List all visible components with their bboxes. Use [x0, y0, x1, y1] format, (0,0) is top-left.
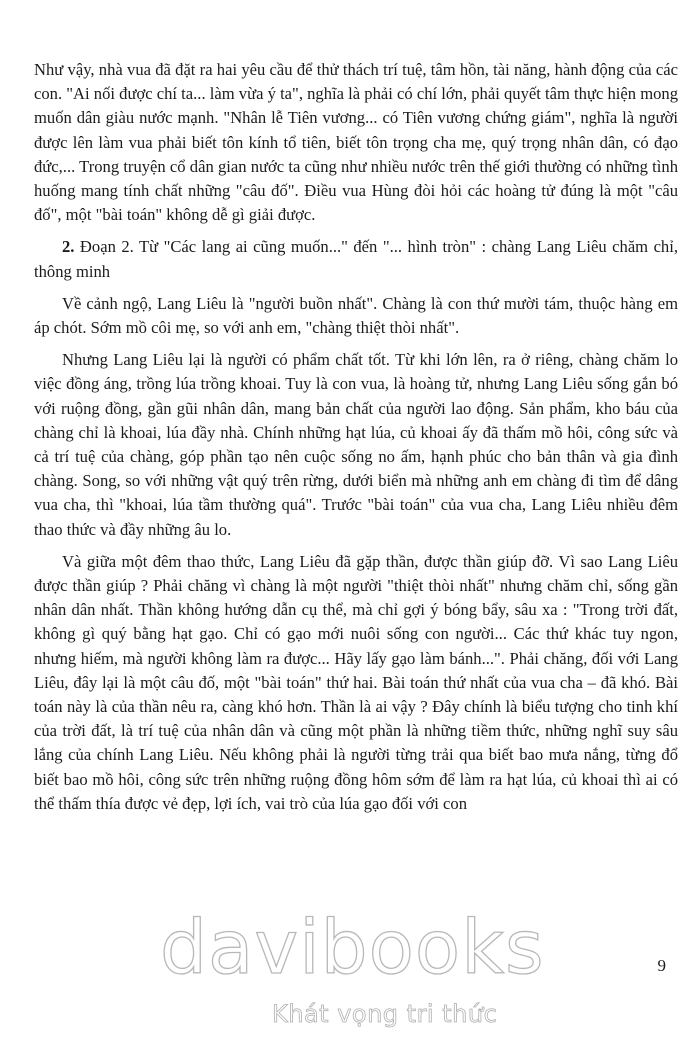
paragraph-3: Về cảnh ngộ, Lang Liêu là "người buồn nhất". Chàng là con thứ mười tám, thuộc hàng em áp chót. Sớm mồ côi mẹ, so với anh em, "chàng thiệt thòi nhất". — [34, 293, 678, 338]
paragraph-4: Nhưng Lang Liêu lại là người có phẩm chất tốt. Từ khi lớn lên, ra ở riêng, chàng chăm lo việc đồng áng, trồng lúa trồng khoai. Tuy là con vua, là hoàng tử, nhưng Lang Liêu sống gắn bó với ruộng đồng, gần gũi nhân dân, mang bản chất của người lao động. Sản phẩm, kho báu của chàng chỉ là khoai, lúa đầy nhà. Chính những hạt lúa, củ khoai ấy đã thấm mồ hôi, công sức và cả trí tuệ của chàng, góp phần tạo nên cuộc sống no ấm, hạnh phúc cho bản thân và gia đình chàng. Song, so với những vật quý trên rừng, dưới biển mà những anh em chàng đi tìm để dâng vua cha, thì "khoai, lúa tầm thường quá". Trước "bài toán" của vua cha, Lang Liêu nhiều đêm thao thức và đầy những âu lo. — [34, 350, 678, 539]
paragraph-1: Như vậy, nhà vua đã đặt ra hai yêu cầu để thử thách trí tuệ, tâm hồn, tài năng, hành động của các con. "Ai nối được chí ta... làm vừa ý ta", nghĩa là phải có chí lớn, phải quyết tâm thực hiện mong muốn dân giàu nước mạnh. "Nhân lễ Tiên vương... có Tiên vương chứng giám", nghĩa là người được lên làm vua phải biết tôn kính tổ tiên, biết tôn trọng cha mẹ, quý trọng nhân dân, có đạo đức,... Trong truyện cổ dân gian nước ta cũng như nhiều nước trên thế giới thường có những tình huống mang tính chất những "câu đố". Điều vua Hùng đòi hỏi các hoàng tử đúng là một "câu đố", một "bài toán" không dễ gì giải được. — [34, 60, 678, 225]
section-heading-text: Đoạn 2. Từ "Các lang ai cũng muốn..." đến "... hình tròn" : chàng Lang Liêu chăm chỉ, thông minh — [34, 237, 678, 281]
watermark-brand: davibooks — [160, 905, 545, 991]
page-number: 9 — [657, 956, 666, 975]
paragraph-5: Và giữa một đêm thao thức, Lang Liêu đã gặp thần, được thần giúp đỡ. Vì sao Lang Liêu được thần giúp ? Phải chăng vì chàng là một người "thiệt thòi nhất" nhưng chăm chỉ, sống gần nhân dân nhất. Thần không hướng dẫn cụ thể, mà chỉ gợi ý bóng bẩy, sâu xa : "Trong trời đất, không gì quý bằng hạt gạo. Chỉ có gạo mới nuôi sống con người... Các thứ khác tuy ngon, nhưng hiếm, mà người không làm ra được... Hãy lấy gạo làm bánh...". Phải chăng, đối với Lang Liêu, đây lại là một câu đố, một "bài toán" thứ hai. Bài toán thứ nhất của vua cha – đã khó. Bài toán này là của thần nêu ra, càng khó hơn. Thần là ai vậy ? Đây chính là biểu tượng cho tinh khí của trời đất, là trí tuệ của nhân dân và cũng một phần là những tiềm thức, những nghĩ suy sâu lắng của chính Lang Liêu. Nếu không phải là người từng trải qua biết bao mưa nắng, từng đổ biết bao mồ hôi, công sức trên những ruộng đồng hôm sớm để làm ra hạt lúa, củ khoai thì ai có thể thấm thía được vẻ đẹp, lợi ích, vai trò của lúa gạo đối với con — [34, 551, 678, 813]
paragraph-2-heading — [34, 235, 678, 283]
page-body — [34, 58, 678, 816]
section-number: 2. — [62, 237, 75, 257]
watermark-tagline: Khát vọng tri thức — [272, 1000, 498, 1028]
